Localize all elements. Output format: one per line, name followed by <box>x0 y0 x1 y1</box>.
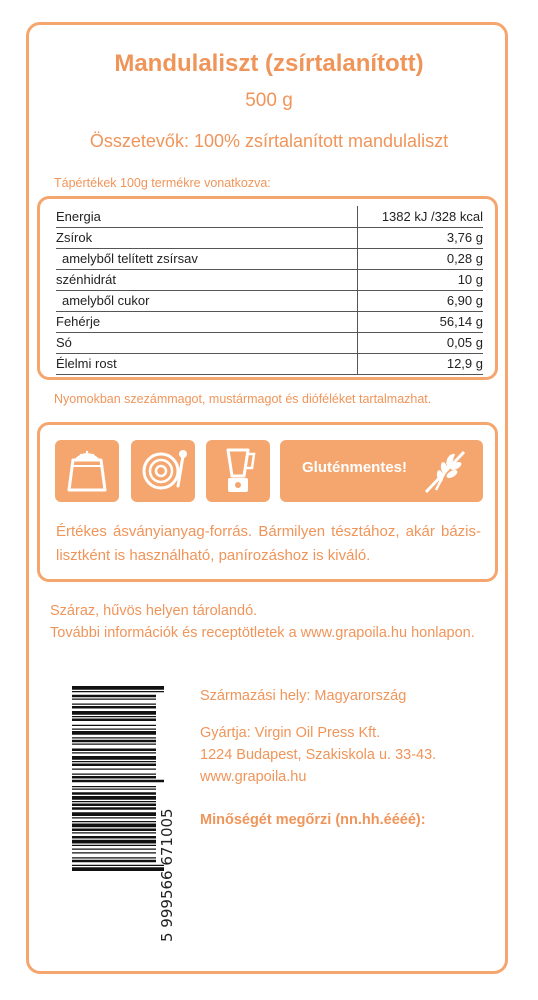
barcode-bar <box>72 780 164 783</box>
ingredients-line: Összetevők: 100% zsírtalanított mandulaliszt <box>89 131 449 151</box>
barcode-bar <box>72 836 156 839</box>
nutrition-name: amelyből cukor <box>62 293 150 308</box>
barcode-bar <box>72 865 164 866</box>
barcode-bar <box>72 807 156 810</box>
product-description: Értékes ásványianyag-forrás. Bármilyen tésztához, akár bázis-lisztként is használható, panírozáshoz is kiváló. <box>56 523 481 564</box>
nutrition-value: 0,28 g <box>357 248 483 269</box>
barcode-bar <box>72 852 156 853</box>
barcode-bar <box>72 769 156 770</box>
gluten-free-label: Gluténmentes! <box>302 459 408 476</box>
nutrition-row-carbohydrate <box>56 269 483 291</box>
nutrition-value: 1382 kJ /328 kcal <box>357 206 483 227</box>
nutrition-value: 12,9 g <box>357 353 483 374</box>
manufacturer-address: 1224 Budapest, Szakiskola u. 33-43. <box>200 747 437 763</box>
barcode-bar <box>72 752 156 753</box>
storage-info <box>50 600 475 644</box>
best-before: Minőségét megőrzi (nn.hh.éééé): <box>200 812 426 828</box>
nutrition-row-salt <box>56 332 483 354</box>
barcode-bar <box>72 695 156 698</box>
nutrition-name: Fehérje <box>56 314 101 329</box>
flour-sack-icon <box>55 440 119 502</box>
manufacturer-info <box>200 722 436 788</box>
website-line: További információk és receptötletek a www.grapoila.hu honlapon. <box>50 625 475 641</box>
barcode-bar <box>72 796 156 800</box>
barcode-bar <box>72 686 164 690</box>
barcode-bar <box>72 860 156 863</box>
product-weight: 500 g <box>245 90 293 111</box>
barcode-bar <box>72 857 156 858</box>
origin: Származási hely: Magyarország <box>200 688 407 704</box>
manufacturer-website: www.grapoila.hu <box>200 769 307 785</box>
nutrition-name: Energia <box>56 209 101 224</box>
barcode-bar <box>72 832 156 833</box>
barcode-bar <box>72 812 156 816</box>
dough-roll-icon <box>131 440 195 502</box>
barcode-bar <box>72 761 156 762</box>
product-title: Mandulaliszt (zsírtalanított) <box>114 50 424 77</box>
barcode-bar <box>72 737 156 738</box>
nutrition-name: Élelmi rost <box>56 356 117 371</box>
barcode-bar <box>72 711 156 715</box>
barcode-bar <box>72 804 156 807</box>
barcode-bar <box>72 719 156 722</box>
nutrition-row-energy <box>56 206 483 228</box>
barcode-bar <box>72 749 156 752</box>
nutrition-value: 3,76 g <box>357 227 483 248</box>
barcode-bar <box>72 801 156 802</box>
nutrition-name: szénhidrát <box>56 272 116 287</box>
nutrition-value: 56,14 g <box>357 311 483 332</box>
gluten-free-badge <box>280 440 483 502</box>
storage-line: Száraz, hűvös helyen tárolandó. <box>50 603 258 619</box>
barcode-bar <box>72 740 156 743</box>
barcode-bar <box>72 829 156 832</box>
barcode-bar <box>72 867 164 871</box>
barcode-bar <box>72 849 156 850</box>
barcode-bar <box>72 764 156 767</box>
nutrition-row-fibre <box>56 353 483 375</box>
barcode-bar <box>72 691 164 692</box>
barcode-bar <box>72 824 156 828</box>
nutrition-name: Zsírok <box>56 230 93 245</box>
barcode-digits: 5 999566 671005 <box>158 808 176 942</box>
nutrition-value: 6,90 g <box>357 290 483 311</box>
allergen-warning: Nyomokban szezámmagot, mustármagot és dióféléket tartalmazhat. <box>54 392 432 406</box>
barcode-bar <box>72 756 156 760</box>
barcode-bar <box>72 845 156 846</box>
barcode-bar <box>72 744 156 745</box>
barcode-bar <box>72 821 156 822</box>
barcode-bar <box>72 840 156 844</box>
barcode-bar <box>72 731 156 735</box>
nutrition-row-fat <box>56 227 483 249</box>
nutrition-value: 0,05 g <box>357 332 483 353</box>
barcode-bar <box>72 716 156 717</box>
barcode-bar <box>72 789 156 790</box>
nutrition-intro: Tápértékek 100g termékre vonatkozva: <box>54 176 271 190</box>
nutrition-row-saturated-fat <box>56 248 483 270</box>
barcode-bar <box>72 776 156 779</box>
barcode-bar <box>72 699 156 700</box>
barcode-bar <box>72 729 156 730</box>
barcode-bar <box>72 704 156 705</box>
nutrition-row-protein <box>56 311 483 333</box>
nutrition-row-sugar <box>56 290 483 312</box>
nutrition-value: 10 g <box>357 269 483 290</box>
barcode-bar <box>72 817 156 818</box>
barcode-bar <box>72 725 156 726</box>
barcode-bar <box>72 792 156 795</box>
barcode-bar <box>72 774 156 775</box>
barcode-bar <box>72 706 156 709</box>
nutrition-name: amelyből telített zsírsav <box>62 251 198 266</box>
blender-icon <box>206 440 270 502</box>
nutrition-name: Só <box>56 335 72 350</box>
barcode <box>72 684 182 946</box>
manufacturer-name: Gyártja: Virgin Oil Press Kft. <box>200 725 381 741</box>
crossed-wheat-icon <box>420 446 470 496</box>
barcode-bar <box>72 786 156 787</box>
